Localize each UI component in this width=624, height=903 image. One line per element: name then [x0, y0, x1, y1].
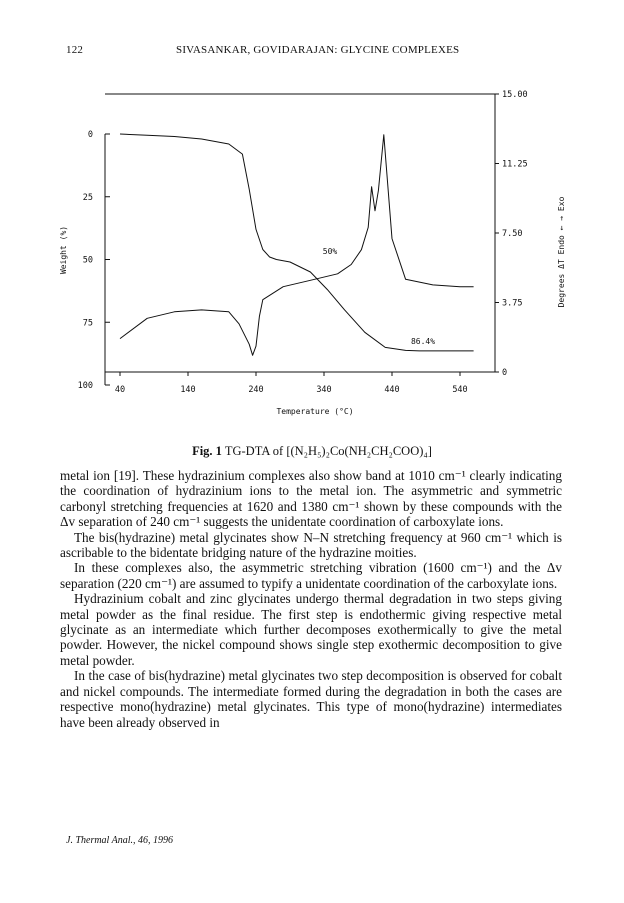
x-tick-label: 40	[114, 385, 126, 395]
plot-frame	[105, 94, 495, 385]
x-tick-label: 240	[248, 385, 264, 395]
tg-weight-curve	[120, 134, 474, 351]
caption-text: TG-DTA of [(N₂H₅)₂Co(NH₂CH₂COO)₄]	[224, 444, 432, 458]
x-tick-label: 540	[452, 385, 468, 395]
right-y-tick-label: 7.50	[502, 229, 523, 239]
curve-annotation: 50%	[322, 247, 338, 256]
left-y-tick-label: 100	[77, 381, 93, 391]
dta-curve	[120, 135, 474, 355]
curve-annotation: 86.4%	[410, 337, 436, 346]
left-y-tick-label: 50	[82, 255, 93, 266]
left-y-tick-label: 75	[82, 318, 93, 329]
left-axis-label: Weight (%)	[59, 225, 68, 275]
journal-citation: J. Thermal Anal., 46, 1996	[66, 835, 174, 846]
body-text	[60, 468, 562, 730]
paragraph-4: Hydrazinium cobalt and zinc glycinates undergo thermal degradation in two steps giving metal powder as the final residue. The first step is endothermic giving respective metal glycinate as an intermediate which further decomposes exothermically to give the metal powder. However, the nickel compound shows single step exothermic decomposition to give metal powder.	[60, 591, 562, 668]
paragraph-2: The bis(hydrazine) metal glycinates show N–N stretching frequency at 960 cm⁻¹ which is ascribable to the bidentate bridging nature of the hydrazine moities.	[60, 529, 562, 561]
left-y-tick-label: 25	[82, 192, 93, 203]
paragraph-5: In the case of bis(hydrazine) metal glycinates two step decomposition is observed for cobalt and nickel compounds. The intermediate formed during the degradation in both the cases are respective mono(hydrazine) metal glycinates. This type of mono(hydrazine) intermediates have been already observed in	[60, 668, 562, 730]
figure-caption	[0, 444, 624, 459]
page-number: 122	[66, 44, 84, 56]
right-y-tick-label: 11.25	[502, 159, 528, 170]
x-tick-label: 340	[316, 385, 332, 395]
caption-label: Fig. 1	[192, 444, 222, 458]
paragraph-3: In these complexes also, the asymmetric stretching vibration (1600 cm⁻¹) and the Δv separation (220 cm⁻¹) are assumed to typify a unidentate coordination of the carboxylate ions.	[60, 560, 562, 591]
tg-dta-figure	[40, 82, 580, 442]
x-tick-label: 440	[384, 385, 400, 395]
right-axis-label: Degrees ΔT Endo ← → Exo	[557, 196, 566, 308]
x-axis-label: Temperature (°C)	[276, 407, 354, 416]
paragraph-1: metal ion [19]. These hydrazinium complexes also show band at 1010 cm⁻¹ clearly indicating the coordination of hydrazinium ions to the metal ion. The asymmetric and symmetric carbonyl stretching frequencies at 1620 and 1380 cm⁻¹ shown by these compounds with the Δv separation of 240 cm⁻¹ suggests the unidentate coordination of carboxylate ions.	[60, 468, 562, 530]
right-y-tick-label: 0	[502, 368, 508, 378]
running-title: SIVASANKAR, GOVIDARAJAN: GLYCINE COMPLEXES	[176, 44, 460, 56]
left-y-tick-label: 0	[87, 130, 93, 140]
right-y-tick-label: 3.75	[502, 298, 523, 309]
x-tick-label: 140	[180, 385, 196, 395]
right-y-tick-label: 15.00	[502, 90, 528, 100]
